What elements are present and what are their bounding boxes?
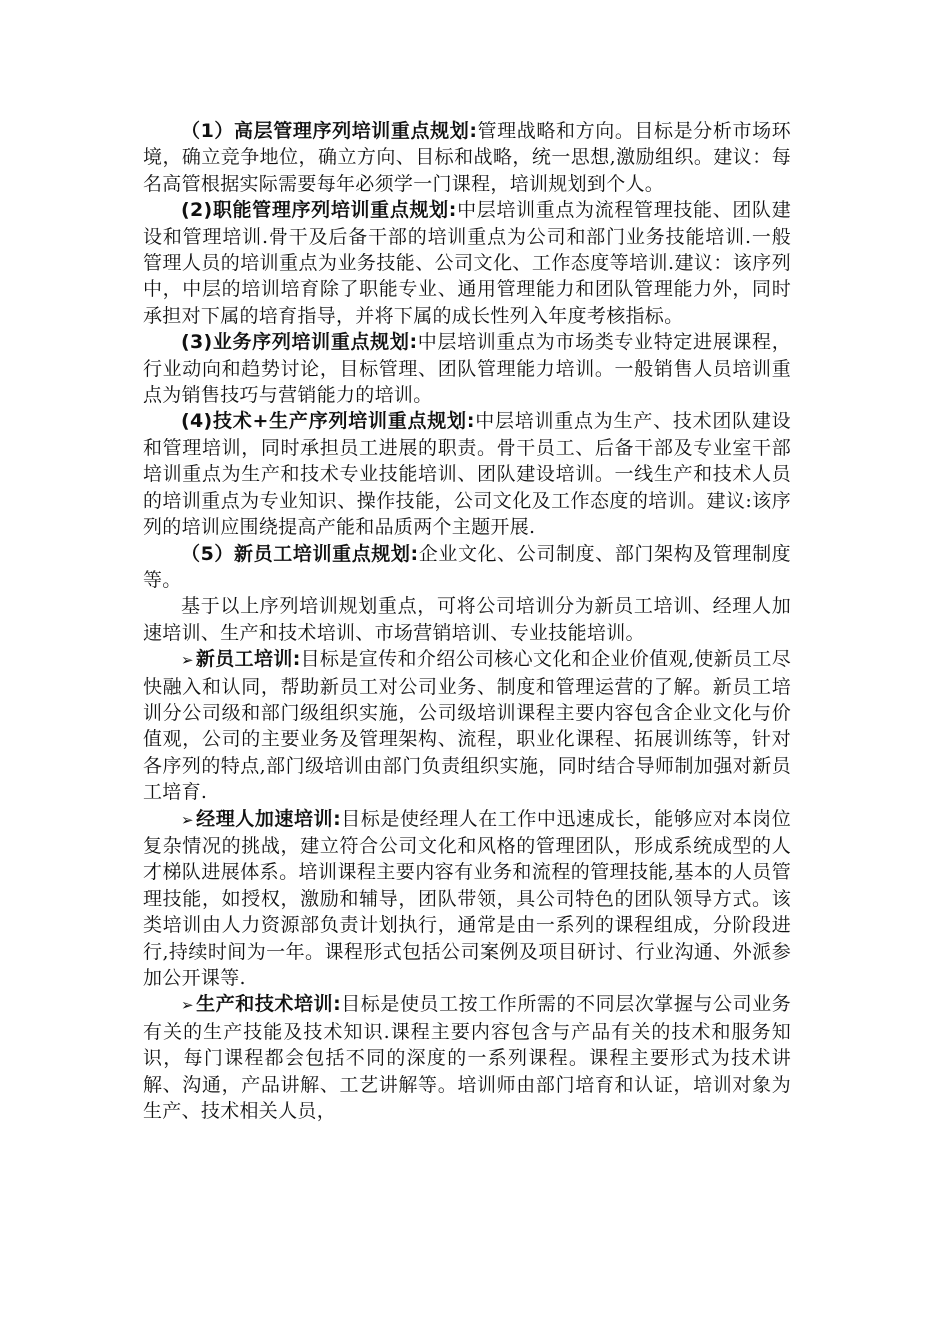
paragraph-heading: (2)职能管理序列培训重点规划: bbox=[181, 199, 457, 222]
paragraph-functional-management bbox=[143, 197, 791, 329]
paragraph-heading: （5）新员工培训重点规划: bbox=[181, 542, 419, 565]
paragraph-new-employee-plan bbox=[143, 541, 791, 594]
paragraph-heading: (3)业务序列培训重点规划: bbox=[181, 331, 418, 354]
bullet-heading: 经理人加速培训: bbox=[195, 807, 341, 830]
paragraph-business-sequence bbox=[143, 329, 791, 408]
arrow-bullet-icon: ➢ bbox=[181, 810, 194, 829]
paragraph-tech-production bbox=[143, 408, 791, 540]
arrow-bullet-icon: ➢ bbox=[181, 651, 194, 670]
bullet-new-employee-training bbox=[143, 646, 791, 805]
arrow-bullet-icon: ➢ bbox=[181, 996, 194, 1015]
paragraph-heading: (4)技术+生产序列培训重点规划: bbox=[181, 410, 475, 433]
paragraph-body: 中层培训重点为流程管理技能、团队建设和管理培训.骨干及后备干部的培训重点为公司和部门业务技能培训.一般管理人员的培训重点为业务技能、公司文化、工作态度等培训.建议：该序列中，中层的培训培育除了职能专业、通用管理能力和团队管理能力外，同时承担对下属的培育指导，并将下属的成长性列入年度考核指标。 bbox=[143, 199, 791, 327]
paragraph-body: 企业文化、公司制度、部门架构及管理制度等。 bbox=[143, 542, 791, 591]
paragraph-body: 基于以上序列培训规划重点，可将公司培训分为新员工培训、经理人加速培训、生产和技术培训、市场营销培训、专业技能培训。 bbox=[143, 595, 791, 644]
paragraph-body: 管理战略和方向。目标是分析市场环境，确立竞争地位，确立方向、目标和战略，统一思想,激励组织。建议：每名高管根据实际需要每年必须学一门课程，培训规划到个人。 bbox=[143, 120, 791, 195]
paragraph-body: 中层培训重点为市场类专业特定进展课程，行业动向和趋势讨论，目标管理、团队管理能力培训。一般销售人员培训重点为销售技巧与营销能力的培训。 bbox=[143, 331, 791, 407]
bullet-production-tech-training bbox=[143, 991, 791, 1124]
paragraph-heading: （1）高层管理序列培训重点规划: bbox=[181, 120, 478, 142]
bullet-body: 目标是使员工按工作所需的不同层次掌握与公司业务有关的生产技能及技术知识.课程主要内容包含与产品有关的技术和服务知识，每门课程都会包括不同的深度的一系列课程。课程主要形式为技术讲解、沟通，产品讲解、工艺讲解等。培训师由部门培育和认证，培训对象为生产、技术相关人员， bbox=[143, 993, 791, 1123]
bullet-heading: 新员工培训: bbox=[195, 648, 301, 671]
bullet-manager-accelerated-training bbox=[143, 806, 791, 992]
document-page bbox=[143, 118, 791, 1124]
paragraph-summary bbox=[143, 593, 791, 646]
bullet-body: 目标是宣传和介绍公司核心文化和企业价值观,使新员工尽快融入和认同，帮助新员工对公司业务、制度和管理运营的了解。新员工培训分公司级和部门级组织实施，公司级培训课程主要内容包含企业文化与价值观，公司的主要业务及管理架构、流程，职业化课程、拓展训练等，针对各序列的特点,部门级培训由部门负责组织实施，同时结合导师制加强对新员工培育. bbox=[143, 648, 791, 804]
paragraph-senior-management bbox=[143, 118, 791, 197]
paragraph-body: 中层培训重点为生产、技术团队建设和管理培训，同时承担员工进展的职责。骨干员工、后备干部及专业室干部培训重点为生产和技术专业技能培训、团队建设培训。一线生产和技术人员的培训重点为专业知识、操作技能，公司文化及工作态度的培训。建议:该序列的培训应围绕提高产能和品质两个主题开展. bbox=[143, 410, 791, 539]
bullet-body: 目标是使经理人在工作中迅速成长，能够应对本岗位复杂情况的挑战，建立符合公司文化和风格的管理团队，形成系统成型的人才梯队进展体系。培训课程主要内容有业务和流程的管理技能,基本的人员管理技能，如授权，激励和辅导，团队带领，具公司特色的团队领导方式。该类培训由人力资源部负责计划执行，通常是由一系列的课程组成，分阶段进行,持续时间为一年。课程形式包括公司案例及项目研讨、行业沟通、外派参加公开课等. bbox=[143, 807, 791, 989]
bullet-heading: 生产和技术培训: bbox=[195, 993, 341, 1016]
